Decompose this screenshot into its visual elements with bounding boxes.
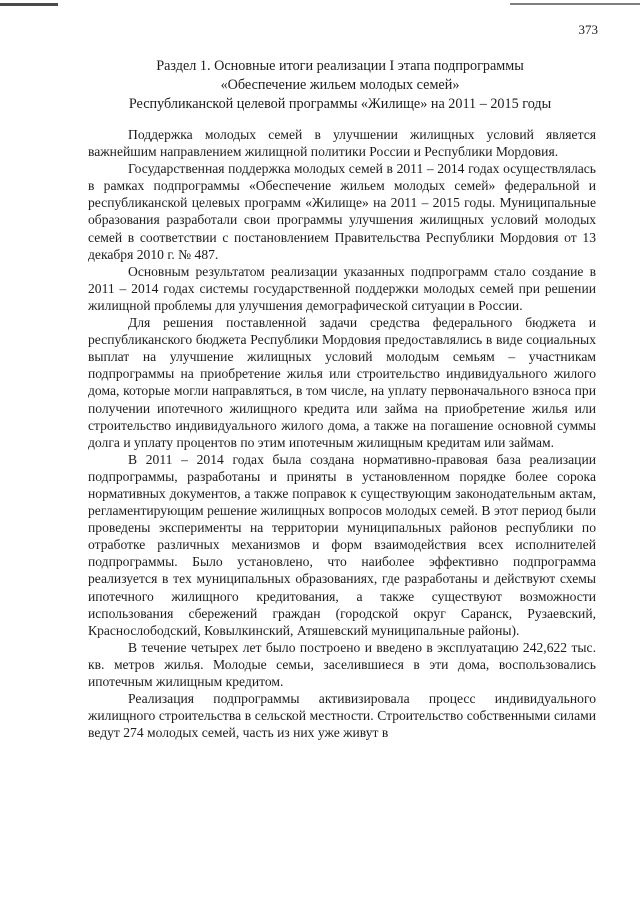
- document-body: [88, 126, 596, 741]
- paragraph-3: Основным результатом реализации указанных подпрограмм стало создание в 2011 – 2014 годах системы государственной поддержки молодых семей при решении жилищной проблемы для улучшения демографической ситуации в России.: [88, 263, 596, 313]
- scan-edge-mark-left: [0, 3, 58, 6]
- paragraph-6: В течение четырех лет было построено и введено в эксплуатацию 242,622 тыс. кв. метров жилья. Молодые семьи, заселившиеся в эти дома, воспользовались ипотечным жилищным кредитом.: [88, 639, 596, 689]
- section-heading: [80, 57, 600, 114]
- paragraph-5: В 2011 – 2014 годах была создана нормативно-правовая база реализации подпрограммы, разработаны и приняты в установленном порядке более сорока нормативных документов, а также поправок к существующим законодательным актам, регламентирующим решение жилищных вопросов молодых семей. В этот период были проведены эксперименты на территории муниципальных районов республики по отработке различных механизмов и форм взаимодействия всех исполнителей подпрограммы. Было установлено, что наиболее эффективно подпрограмма реализуется в тех муниципальных образованиях, где разработаны и действуют схемы ипотечного жилищного кредитования, а также существуют возможности использования сбережений граждан (городской округ Саранск, Рузаевский, Краснослободский, Ковылкинский, Атяшевский муниципальные районы).: [88, 451, 596, 638]
- paragraph-4: Для решения поставленной задачи средства федерального бюджета и республиканского бюджета Республики Мордовия предоставлялись в виде социальных выплат на улучшение жилищных условий молодым семьям – участникам подпрограммы на приобретение жилья или строительство индивидуального жилого дома, которые могли направляться, в том числе, на уплату первоначального взноса при получении ипотечного жилищного кредита или займа на приобретение жилья или строительство индивидуального жилого дома, а также на погашение основной суммы долга и уплату процентов по этим ипотечным жилищным кредитам или займам.: [88, 315, 596, 450]
- heading-line-2: «Обеспечение жильем молодых семей»: [220, 77, 460, 93]
- page-number: 373: [578, 22, 598, 37]
- paragraph-1: Поддержка молодых семей в улучшении жилищных условий является важнейшим направлением жилищной политики России и Республики Мордовия.: [88, 127, 596, 160]
- paragraph-2: Государственная поддержка молодых семей в 2011 – 2014 годах осуществлялась в рамках подпрограммы «Обеспечение жильем молодых семей» федеральной и республиканской целевых программ «Жилище» на 2011 – 2015 годы. Муниципальные образования разработали свои программы улучшения жилищных условий молодых семей в соответствии с постановлением Правительства Республики Мордовия от 13 декабря 2010 г. № 487.: [88, 161, 596, 262]
- heading-line-3: Республиканской целевой программы «Жилище» на 2011 – 2015 годы: [128, 96, 552, 112]
- paragraph-7: Реализация подпрограммы активизировала процесс индивидуального жилищного строительства в сельской местности. Строительство собственными силами ведут 274 молодых семей, часть из них уже живут в: [88, 691, 596, 741]
- heading-line-1: Раздел 1. Основные итоги реализации I этапа подпрограммы: [156, 58, 524, 74]
- scan-edge-mark-right: [510, 3, 640, 5]
